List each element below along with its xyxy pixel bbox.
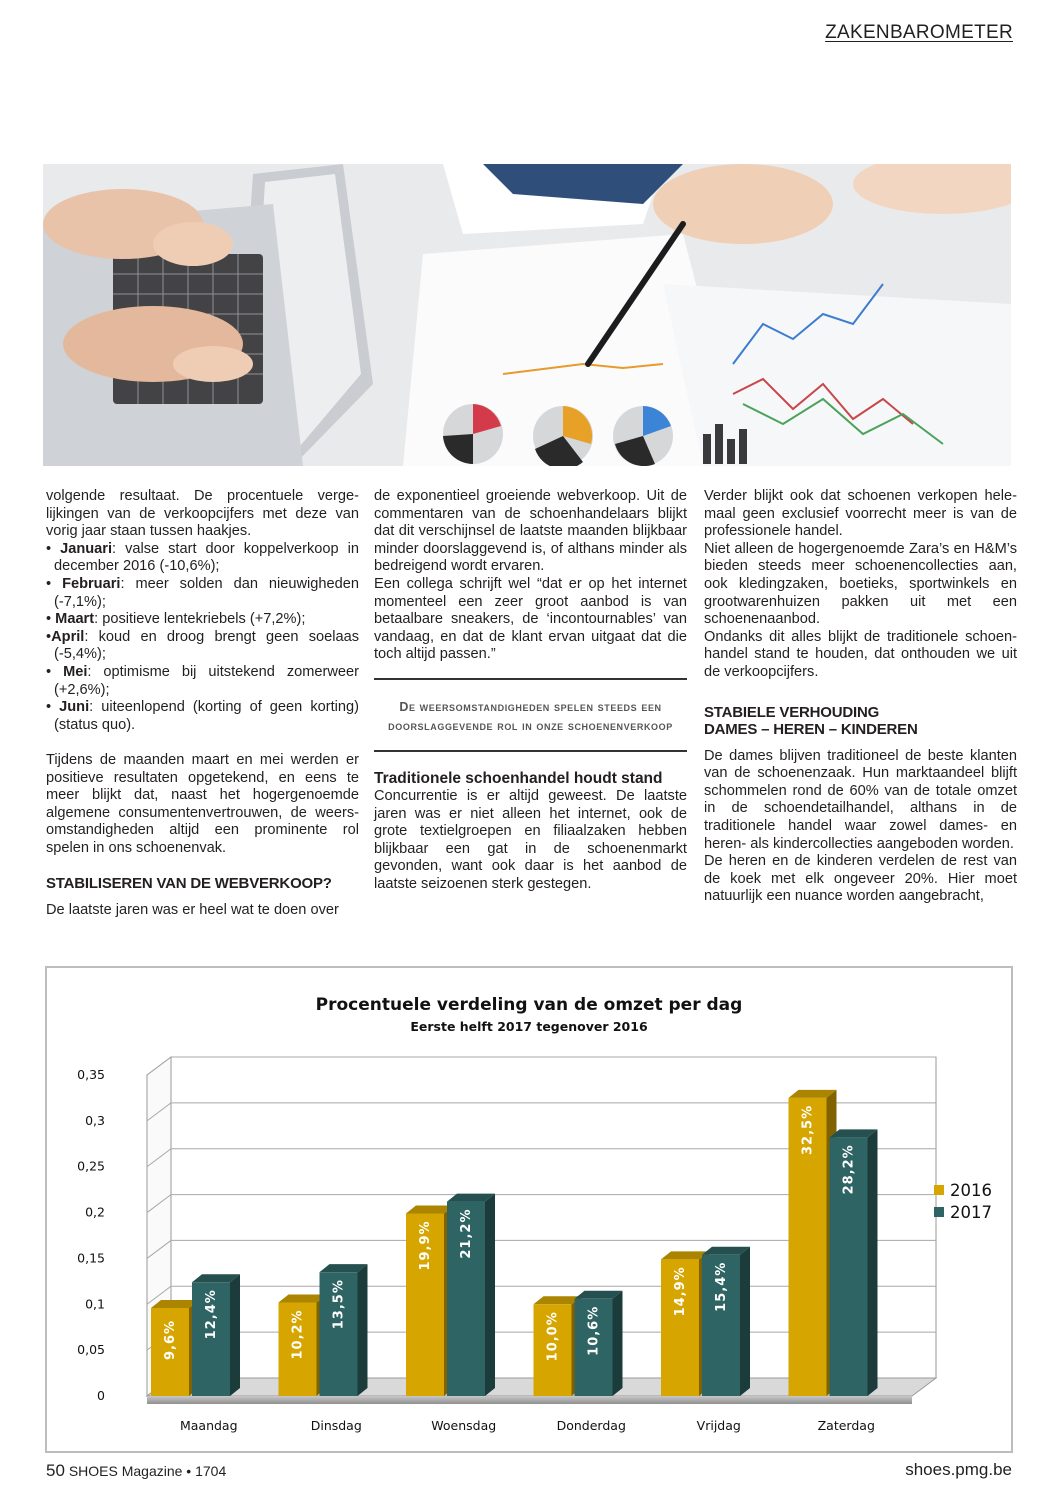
col1-paragraph-3: De laatste jaren was er heel wat te doen over bbox=[46, 902, 339, 919]
chart-svg bbox=[47, 968, 1011, 1451]
pull-quote: De weersomstandigheden spelen steeds een doorslaggevende rol in onze schoenenverkoop bbox=[374, 678, 687, 752]
page-number: 50 bbox=[46, 1461, 65, 1480]
bar-data-label: 21,2% bbox=[459, 1208, 474, 1259]
y-tick-label: 0,1 bbox=[85, 1296, 105, 1312]
x-category-label: Vrijdag bbox=[696, 1418, 741, 1433]
y-tick-label: 0,05 bbox=[77, 1342, 105, 1358]
col2-paragraph-1: de exponentieel groeiende webverkoop. Uit de commentaren van de schoenhandelaars blijkt dat dit verschijnsel de laatste maanden blijkbaar minder doorslaggevend is, of althans minder als bedreigend wordt ervaren. bbox=[374, 488, 687, 575]
y-tick-label: 0 bbox=[97, 1388, 105, 1403]
bar-side bbox=[358, 1264, 368, 1396]
x-category-label: Maandag bbox=[179, 1418, 238, 1433]
legend-swatch-2016 bbox=[934, 1185, 944, 1195]
bar-data-label: 10,2% bbox=[290, 1309, 306, 1360]
footer-url[interactable]: shoes.pmg.be bbox=[905, 1460, 1012, 1479]
bar-data-label: 15,4% bbox=[714, 1261, 729, 1312]
y-tick-label: 0,25 bbox=[77, 1158, 105, 1174]
bar-data-label: 19,9% bbox=[418, 1220, 433, 1271]
bar-side bbox=[740, 1247, 750, 1396]
bullet-januari: • Januari: valse start door koppelverkoop in december 2016 (-10,6%); bbox=[46, 540, 359, 575]
bar-data-label: 12,4% bbox=[204, 1289, 219, 1340]
col2-paragraph-3: Concurrentie is er altijd geweest. De laatste jaren was er niet alleen het internet, ook de grote textielgroepen en filiaalzaken hebben blijkbaar een gat in de schoenenmarkt gevonden, want ook daar is het aanbod de laatste seizoenen sterk gestegen. bbox=[374, 787, 687, 892]
bar-data-label: 32,5% bbox=[800, 1104, 816, 1155]
bar-data-label: 9,6% bbox=[163, 1319, 178, 1360]
x-category-label: Zaterdag bbox=[817, 1418, 875, 1433]
bar-side bbox=[868, 1129, 878, 1396]
column-3 bbox=[704, 488, 1017, 906]
col2-paragraph-2: Een collega schrijft wel “dat er op het internet momenteel een zeer groot aanbod is van betaalbare sneakers, de ‘incontournables’ van vandaag, en dat de klant ervan uitgaat dat die toch altijd passen.” bbox=[374, 575, 687, 663]
hero-photo bbox=[43, 164, 1011, 466]
col3-paragraph-5: De heren en de kinderen verdelen de rest van de koek met elk ongeveer 20%. Hier moet natuurlijk een nuance worden aangebracht, bbox=[704, 853, 1017, 905]
section-tag: ZAKENBAROMETER bbox=[825, 22, 1013, 43]
bar-data-label: 10,6% bbox=[586, 1305, 602, 1356]
bullet-februari: • Februari: meer solden dan nieuwigheden (-7,1%); bbox=[46, 575, 359, 610]
chart-title: Procentuele verdeling van de omzet per dag bbox=[315, 995, 743, 1015]
bar-data-label: 13,5% bbox=[331, 1279, 347, 1330]
column-2 bbox=[374, 488, 687, 894]
footer-page-info bbox=[46, 1461, 226, 1481]
omzet-chart bbox=[45, 966, 1013, 1453]
heading-dames-heren-kinderen: DAMES – HEREN – KINDEREN bbox=[704, 720, 918, 738]
legend-swatch-2017 bbox=[934, 1207, 944, 1217]
heading-stabiele-verhouding: STABIELE VERHOUDING bbox=[704, 703, 880, 721]
bar-side bbox=[613, 1291, 623, 1396]
col3-paragraph-4: De dames blijven traditioneel de beste klanten van de schoenenzaak. Hun marktaandeel blijft schommelen rond de 60% van de totale omzet in de schoendetailhandel, althans in de traditionele handel waar zowel dames- en heren- als kindercollecties aangeboden worden. bbox=[704, 747, 1017, 852]
col1-intro: volgende resultaat. De procentuele verge-lijkingen van de verkoopcijfers met deze van vorig jaar staan tussen haakjes. bbox=[46, 488, 359, 540]
chart-floor-edge bbox=[147, 1396, 912, 1404]
col3-paragraph-2: Niet alleen de hogergenoemde Zara’s en H&M’s bieden steeds meer schoenencollecties aan, ook kledingzaken, boetieks, sportwinkels en grootwarenhuizen pakken uit met een schoenenaanbod. bbox=[704, 540, 1017, 628]
x-category-label: Donderdag bbox=[556, 1418, 626, 1433]
magazine-issue: SHOES Magazine • 1704 bbox=[68, 1463, 227, 1479]
y-tick-label: 0,3 bbox=[85, 1112, 105, 1128]
bar-side bbox=[485, 1194, 495, 1396]
col3-paragraph-3: Ondanks dit alles blijkt de traditionele schoen-handel stand te houden, dat onthouden we uit de verkoopcijfers. bbox=[704, 628, 1017, 680]
bar-side bbox=[230, 1274, 240, 1396]
y-tick-label: 0,35 bbox=[77, 1067, 105, 1082]
column-1 bbox=[46, 488, 359, 920]
heading-webverkoop: STABILISEREN VAN DE WEBVERKOOP? bbox=[46, 875, 332, 893]
x-category-label: Woensdag bbox=[431, 1418, 497, 1433]
legend-label: 2016 bbox=[950, 1181, 992, 1200]
chart-subtitle: Eerste helft 2017 tegenover 2016 bbox=[410, 1019, 648, 1034]
bar-data-label: 14,9% bbox=[673, 1266, 688, 1317]
col1-paragraph-2: Tijdens de maanden maart en mei werden er positieve resultaten opgetekend, en eens te meer blijkt dat, naast het hogergenoemde algemene consumentenvertrouwen, de weers-omstandigheden altijd een prominente rol spelen in ons schoenenvak. bbox=[46, 751, 359, 856]
legend-label: 2017 bbox=[950, 1203, 992, 1222]
bar-data-label: 28,2% bbox=[841, 1144, 857, 1195]
bullet-april: •April: koud en droog brengt geen soelaas (-5,4%); bbox=[46, 628, 359, 663]
subhead-traditionele-schoenhandel: Traditionele schoenhandel houdt stand bbox=[374, 769, 663, 787]
y-tick-label: 0,2 bbox=[85, 1204, 105, 1220]
x-category-label: Dinsdag bbox=[310, 1418, 362, 1433]
bullet-juni: • Juni: uiteenlopend (korting of geen korting) (status quo). bbox=[46, 699, 359, 733]
bullet-mei: • Mei: optimisme bij uitstekend zomerweer (+2,6%); bbox=[46, 663, 360, 698]
col3-paragraph-1: Verder blijkt ook dat schoenen verkopen hele-maal geen exclusief voorrecht meer is van de professionele handel. bbox=[704, 488, 1017, 540]
y-tick-label: 0,15 bbox=[77, 1250, 105, 1266]
bullet-maart: • Maart: positieve lentekriebels (+7,2%); bbox=[46, 611, 306, 628]
bar-data-label: 10,0% bbox=[545, 1311, 561, 1362]
